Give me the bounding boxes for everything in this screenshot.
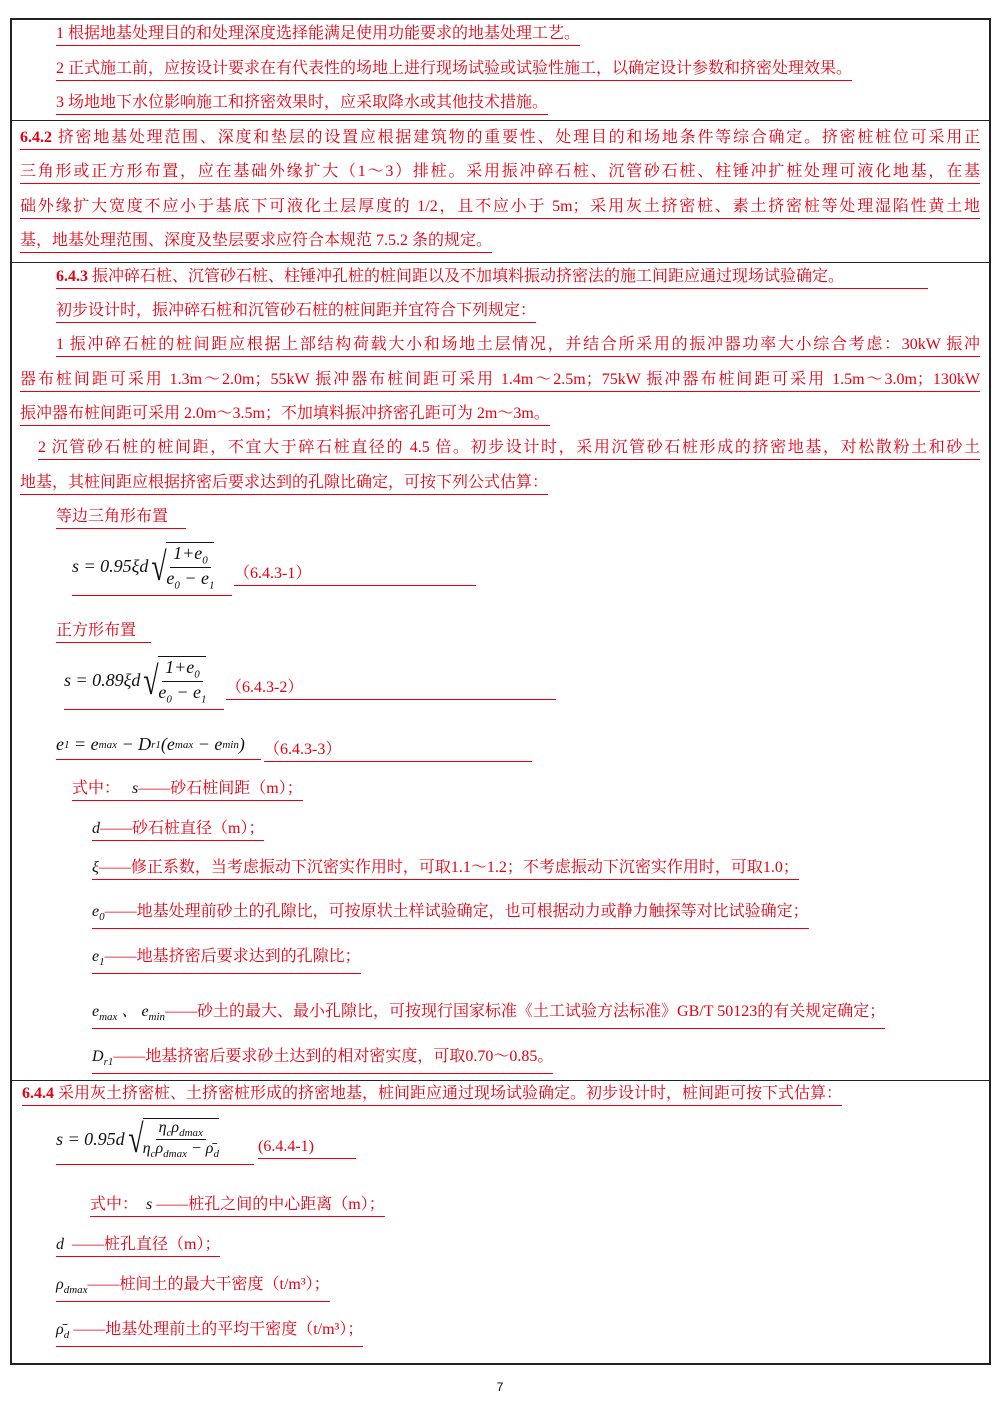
- denominator: e: [166, 567, 175, 588]
- symbol: $e_{max}$ 、 $e_{min}$: [92, 1003, 166, 1024]
- intro-text: 初步设计时，振冲碎石桩和沉管砂石桩的桩间距并宜符合下列规定：: [56, 301, 536, 323]
- clause-6-4-2-line: 基，地基处理范围、深度及垫层要求应符合本规范 7.5.2 条的规定。: [20, 231, 492, 253]
- text: ——砂石桩直径（m）；: [100, 820, 265, 837]
- item-2-line: 地基，其桩间距应根据挤密后要求达到的孔隙比确定，可按下列公式估算：: [20, 473, 548, 495]
- definition-dr1: [92, 1047, 553, 1074]
- formula-6-4-3-1: s = 0.95ξd √ $\frac{1+e_0}{e_0 - e_1}$: [72, 542, 232, 596]
- clause-item-1: 1 根据地基处理目的和处理深度选择能满足使用功能要求的地基处理工艺。: [56, 24, 580, 46]
- item-2-line: 2 沉管砂石桩的桩间距，不宜大于碎石桩直径的 4.5 倍。初步设计时，采用沉管砂石桩形成的挤密地基，对松散粉土和砂土: [38, 438, 980, 460]
- text: ——砂土的最大、最小孔隙比，可按现行国家标准《土工试验方法标准》GB/T 50123的有关规定确定；: [165, 1003, 886, 1020]
- formula-text: s = 0.95ξd: [72, 556, 149, 577]
- definition-xi: [92, 858, 799, 880]
- symbol: d: [92, 820, 100, 837]
- item-1-line: 振冲器布桩间距可采用 2.0m～3.5m；不加填料振冲挤密孔距可为 2m～3m。: [20, 404, 550, 426]
- text: ——地基处理前土的平均干密度（t/m³）；: [73, 1321, 364, 1338]
- text: ——地基处理前砂土的孔隙比，可按原状土样试验确定，也可根据动力或静力触探等对比试验确定；: [104, 903, 809, 920]
- label: 式中：: [90, 1196, 139, 1213]
- clause-6-4-2-line: [20, 128, 980, 150]
- symbol: s: [146, 1196, 153, 1213]
- clause-item-2: 2 正式施工前，应按设计要求在有代表性的场地上进行现场试验或试验性施工，以确定设计参数和挤密处理效果。: [56, 59, 852, 81]
- clause-6-4-3-title: [56, 267, 928, 289]
- formula-6-4-3-3: e 1 = e max − D r1 (e max − e min ): [56, 734, 261, 760]
- equation-number: （6.4.3-1）: [234, 560, 476, 586]
- symbol: s: [132, 780, 139, 797]
- equation-number: （6.4.3-3）: [264, 736, 532, 762]
- clause-item-3: 3 场地地下水位影响施工和挤密效果时，应采取降水或其他技术措施。: [56, 93, 548, 115]
- numerator: 1+e: [173, 543, 203, 563]
- formula-text: s = 0.95d: [56, 1128, 125, 1149]
- equation-number: （6.4.3-2）: [226, 674, 556, 700]
- text: ——桩间土的最大干密度（t/m³）；: [87, 1276, 330, 1293]
- label: 式中：: [72, 780, 121, 797]
- definition-e1: [92, 947, 361, 974]
- formula-6-4-3-2: s = 0.89ξd √ $\frac{1+e_0}{e_0 - e_1}$: [64, 656, 224, 710]
- item-1-line: 器布桩间距可采用 1.3m～2.0m；55kW 振冲器布桩间距可采用 1.4m～2.5m；75kW 振冲器布桩间距可采用 1.5m～3.0m；130kW: [20, 370, 980, 392]
- sqrt-icon: √: [143, 657, 160, 703]
- clause-number: 6.4.3: [56, 268, 88, 285]
- symbol: $e_1$: [92, 948, 105, 969]
- page-number: 7: [496, 1380, 504, 1394]
- numerator: 1+e: [165, 657, 195, 677]
- symbol: d: [56, 1236, 64, 1253]
- denominator: e: [158, 681, 167, 702]
- definition-d: [92, 819, 264, 841]
- symbol: $\rhō_d$: [56, 1321, 70, 1342]
- text: 振冲碎石桩、沉管砂石桩、柱锤冲孔桩的桩间距以及不加填料振动挤密法的施工间距应通过现场试验确定。: [92, 268, 845, 285]
- definition-emax-emin: [92, 1002, 885, 1029]
- clause-6-4-4-title: [22, 1084, 842, 1106]
- text: ——桩孔直径（m）；: [72, 1236, 221, 1253]
- definition-s: [72, 779, 303, 801]
- clause-number: 6.4.2: [20, 129, 52, 146]
- row-divider: [10, 120, 989, 121]
- text: ——地基挤密后要求砂土达到的相对密实度，可取0.70～0.85。: [113, 1048, 554, 1065]
- text: ——地基挤密后要求达到的孔隙比；: [104, 948, 361, 965]
- symbol: $D_{r1}$: [92, 1048, 114, 1069]
- sqrt-icon: √: [151, 543, 168, 589]
- clause-number: 6.4.4: [22, 1085, 54, 1102]
- definition-s: [90, 1195, 385, 1217]
- text: ——桩孔之间的中心距离（m）；: [156, 1196, 385, 1213]
- row-divider: [10, 1080, 989, 1081]
- formula-text: s = 0.89ξd: [64, 670, 141, 691]
- definition-d: [56, 1235, 220, 1257]
- text: 采用灰土挤密桩、土挤密桩形成的挤密地基，桩间距应通过现场试验确定。初步设计时，桩间距可按下式估算：: [58, 1085, 843, 1102]
- symbol: $e_0$: [92, 903, 105, 924]
- square-layout-label: 正方形布置: [56, 621, 151, 643]
- item-1-line: 1 振冲碎石桩的桩间距应根据上部结构荷载大小和场地土层情况，并结合所采用的振冲器功率大小综合考虑：30kW 振冲: [56, 335, 980, 357]
- symbol: ξ: [92, 859, 99, 876]
- definition-rho-d: [56, 1320, 363, 1347]
- text: ——砂石桩间距（m）；: [138, 780, 303, 797]
- definition-rho-dmax: [56, 1275, 330, 1302]
- clause-6-4-2-line: 础外缘扩大宽度不应小于基底下可液化土层厚度的 1/2，且不应小于 5m；采用灰土挤密桩、素土挤密桩等处理湿陷性黄土地: [20, 197, 980, 219]
- symbol: $\rho_{dmax}$: [56, 1276, 88, 1297]
- formula-6-4-4-1: s = 0.95d √ $\frac{\eta_c\rho_{dmax}}{\eta_c\rho_{dmax} - \rhō_d}$: [56, 1118, 254, 1165]
- definition-e0: [92, 902, 809, 929]
- sqrt-icon: √: [127, 1116, 144, 1162]
- row-divider: [10, 262, 989, 263]
- equation-number: (6.4.4-1): [258, 1138, 356, 1159]
- text: 挤密地基处理范围、深度和垫层的设置应根据建筑物的重要性、处理目的和场地条件等综合确定。挤密桩桩位可采用正: [57, 129, 980, 146]
- triangle-layout-label: 等边三角形布置: [56, 507, 186, 529]
- clause-6-4-2-line: 三角形或正方形布置，应在基础外缘扩大（1～3）排桩。采用振冲碎石桩、沉管砂石桩、柱锤冲扩桩处理可液化地基，在基: [20, 162, 980, 184]
- text: ——修正系数，当考虑振动下沉密实作用时，可取1.1～1.2；不考虑振动下沉密实作用时，可取1.0；: [98, 859, 799, 876]
